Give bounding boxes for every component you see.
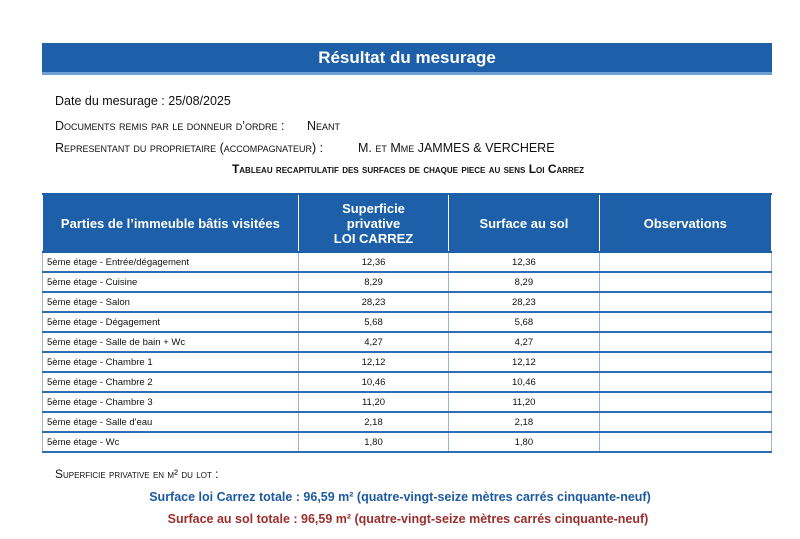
table-row — [43, 432, 772, 452]
cell-sol: 12,36 — [449, 252, 599, 272]
header-carrez — [298, 194, 448, 252]
cell-carrez: 2,18 — [298, 412, 448, 432]
cell-observations — [599, 352, 771, 372]
table-row — [43, 252, 772, 272]
cell-sol: 5,68 — [449, 312, 599, 332]
cell-piece: 5ème étage - Wc — [43, 432, 299, 452]
table-row — [43, 372, 772, 392]
surfaces-table — [42, 193, 772, 453]
header-sol: Surface au sol — [449, 194, 599, 252]
table-header-row — [43, 194, 772, 252]
cell-carrez: 1,80 — [298, 432, 448, 452]
table-row — [43, 352, 772, 372]
cell-observations — [599, 272, 771, 292]
cell-carrez: 11,20 — [298, 392, 448, 412]
table-row — [43, 272, 772, 292]
cell-observations — [599, 392, 771, 412]
documents-line — [55, 119, 341, 133]
header-carrez-line2: privative — [346, 215, 401, 231]
cell-carrez: 4,27 — [298, 332, 448, 352]
cell-piece: 5ème étage - Salon — [43, 292, 299, 312]
documents-value: Neant — [307, 119, 341, 133]
header-observations: Observations — [599, 194, 771, 252]
header-pieces: Parties de l’immeuble bâtis visitées — [43, 194, 299, 252]
cell-carrez: 5,68 — [298, 312, 448, 332]
cell-sol: 12,12 — [449, 352, 599, 372]
cell-observations — [599, 292, 771, 312]
representative-label: Representant du proprietaire (accompagnateur) : — [55, 141, 324, 155]
table-row — [43, 312, 772, 332]
documents-label: Documents remis par le donneur d’ordre : — [55, 119, 285, 133]
table-row — [43, 292, 772, 312]
total-sol: Surface au sol totale : 96,59 m² (quatre-vingt-seize mètres carrés cinquante-neuf) — [167, 512, 649, 526]
total-carrez: Surface loi Carrez totale : 96,59 m² (quatre-vingt-seize mètres carrés cinquante-neuf) — [149, 490, 651, 504]
cell-sol: 8,29 — [449, 272, 599, 292]
cell-sol: 4,27 — [449, 332, 599, 352]
summary-title: Superficie privative en m² du lot : — [55, 467, 219, 481]
representative-value: M. et Mme JAMMES & VERCHERE — [358, 141, 555, 155]
cell-piece: 5ème étage - Entrée/dégagement — [43, 252, 299, 272]
cell-sol: 1,80 — [449, 432, 599, 452]
cell-sol: 11,20 — [449, 392, 599, 412]
cell-carrez: 12,36 — [298, 252, 448, 272]
cell-piece: 5ème étage - Chambre 3 — [43, 392, 299, 412]
cell-observations — [599, 312, 771, 332]
cell-carrez: 10,46 — [298, 372, 448, 392]
cell-sol: 10,46 — [449, 372, 599, 392]
cell-carrez: 8,29 — [298, 272, 448, 292]
page-title: Résultat du mesurage — [42, 43, 772, 75]
cell-piece: 5ème étage - Salle d'eau — [43, 412, 299, 432]
cell-carrez: 12,12 — [298, 352, 448, 372]
cell-piece: 5ème étage - Chambre 2 — [43, 372, 299, 392]
cell-piece: 5ème étage - Chambre 1 — [43, 352, 299, 372]
measurement-date: Date du mesurage : 25/08/2025 — [55, 94, 231, 108]
table-row — [43, 332, 772, 352]
cell-observations — [599, 372, 771, 392]
cell-carrez: 28,23 — [298, 292, 448, 312]
cell-piece: 5ème étage - Salle de bain + Wc — [43, 332, 299, 352]
table-row — [43, 412, 772, 432]
table-title: Tableau recapitulatif des surfaces de chaque piece au sens Loi Carrez — [231, 162, 585, 176]
cell-observations — [599, 252, 771, 272]
representative-line — [55, 141, 555, 155]
header-carrez-line3: LOI CARREZ — [333, 230, 414, 246]
cell-sol: 28,23 — [449, 292, 599, 312]
table-row — [43, 392, 772, 412]
cell-piece: 5ème étage - Dégagement — [43, 312, 299, 332]
cell-observations — [599, 332, 771, 352]
cell-observations — [599, 432, 771, 452]
header-carrez-line1: Superficie — [342, 200, 405, 216]
cell-piece: 5ème étage - Cuisine — [43, 272, 299, 292]
cell-observations — [599, 412, 771, 432]
cell-sol: 2,18 — [449, 412, 599, 432]
